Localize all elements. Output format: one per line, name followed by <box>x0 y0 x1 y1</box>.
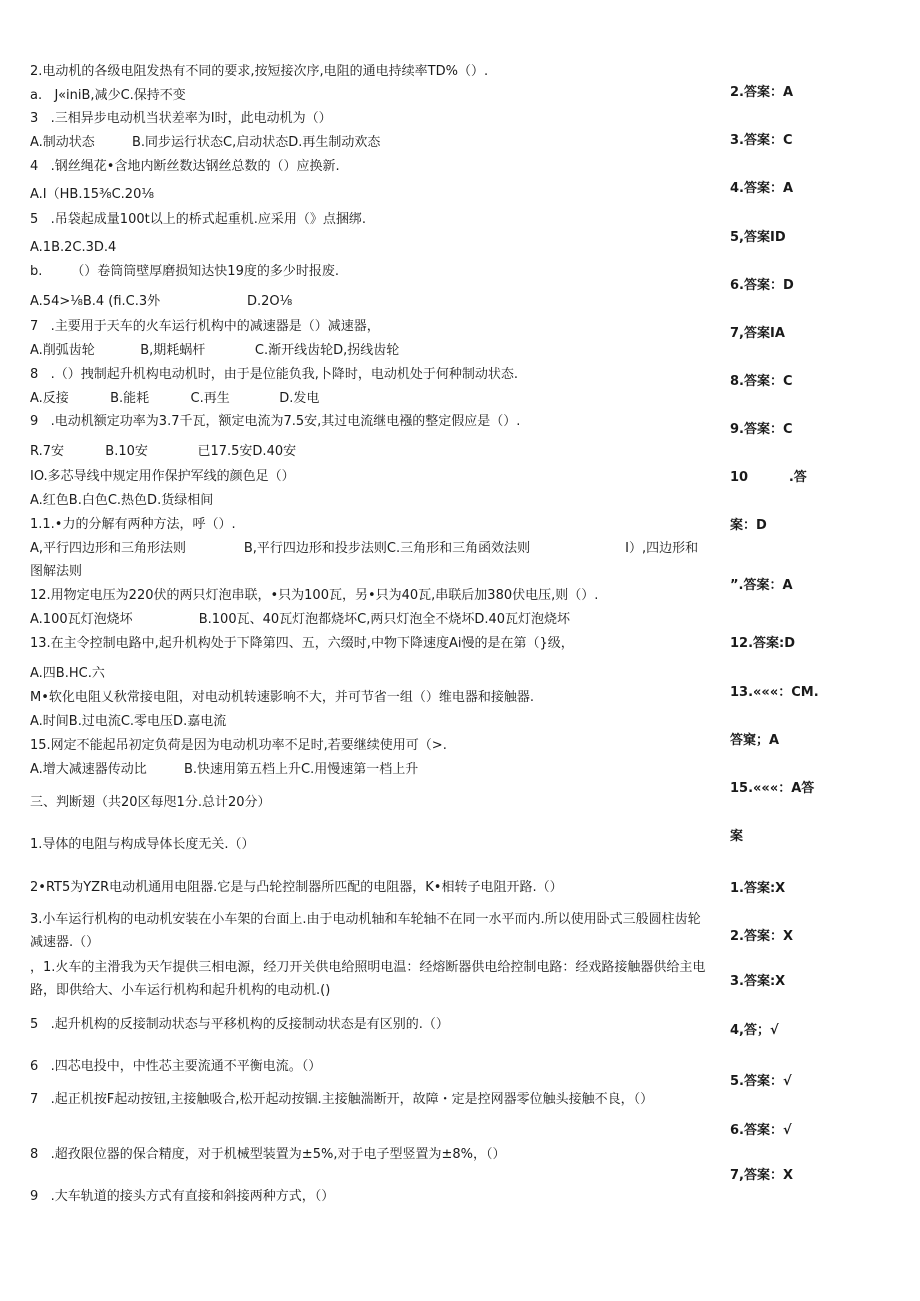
question-line: A.红色B.白色C.热色D.货绿相间 <box>30 493 214 508</box>
answer-item: 7,答案IA <box>730 326 785 341</box>
answer-item: 5.答案：√ <box>730 1074 792 1089</box>
answer-item: 4.答案：A <box>730 181 794 196</box>
question-line: M•软化电阻乂秋常接电阻，对电动机转速影响不大，并可节省一组（）维电器和接触器. <box>30 690 535 705</box>
question-line: 2•RT5为YZR电动机通用电阻器.它是与凸轮控制器所匹配的电阻器，K•相转子电阻开路.（） <box>30 880 563 895</box>
question-line: A.时间B.过电流C.零电压D.嘉电流 <box>30 714 227 729</box>
question-line: 9 .大车轨道的接头方式有直接和斜接两种方式，（） <box>30 1189 335 1204</box>
answer-item: 6.答案：√ <box>730 1123 792 1138</box>
answer-item: 5,答案ID <box>730 230 786 245</box>
answer-item: 1.答案:X <box>730 881 786 896</box>
question-line: 8 .超孜限位器的保合精度，对于机械型装置为±5%,对于电子型竖置为±8%，（） <box>30 1147 506 1162</box>
question-line: A.四B.HC.六 <box>30 666 105 681</box>
question-line: A.1B.2C.3D.4 <box>30 240 117 255</box>
answer-item: 案：D <box>730 518 767 533</box>
question-line: 12.用物定电压为220伏的两只灯泡串联，•只为100瓦，另•只为40瓦,串联后加380伏电压,则（）. <box>30 588 599 603</box>
question-line: 2.电动机的各级电阻发热有不同的要求,按短接次序,电阻的通电持续率TD%（）. <box>30 64 489 79</box>
question-line: a. J«iniB,减少C.保持不变 <box>30 88 186 103</box>
answer-item: 15.«««：A答 <box>730 781 815 796</box>
question-line: 8 .（）拽制起升机构电动机时，由于是位能负我,卜降时，电动机处于何种制动状态. <box>30 367 519 382</box>
question-line: 13.在主令控制电路中,起升机构处于下降第四、五，六缀时,中物下降速度Ai慢的是在第（}级， <box>30 636 574 651</box>
question-line: A,平行四边形和三角形法则 B,平行四边形和投步法则C.三角形和三角函效法则 I）,四边形和图解法则 <box>30 541 699 579</box>
question-line: A.54>⅛B.4 (fi.C.3外 D.2O⅛ <box>30 294 293 309</box>
question-line: 5 .起升机构的反接制动状态与平移机构的反接制动状态是有区别的.（） <box>30 1017 449 1032</box>
question-line: A.反接 B.能耗 C.再生 D.发电 <box>30 391 320 406</box>
answer-item: 答窠；A <box>730 733 780 748</box>
question-line: A.100瓦灯泡烧坏 B.100瓦、40瓦灯泡都烧坏C,两只灯泡全不烧坏D.40瓦灯泡烧坏 <box>30 612 571 627</box>
answer-item: 8.答案：C <box>730 374 793 389</box>
question-line: A.增大减速器传动比 B.快速用第五档上升C.用慢速第一档上升 <box>30 762 419 777</box>
answer-item: 10 .答 <box>730 470 807 485</box>
question-line: R.7安 B.10安 已17.5安D.40安 <box>30 444 297 459</box>
answer-item: 案 <box>730 829 744 844</box>
question-line: A.I（HB.15⅜C.20⅛ <box>30 187 154 202</box>
answer-item: 13.«««：CM. <box>730 685 819 700</box>
answer-item: 12.答案:D <box>730 636 796 651</box>
question-line: b. （）卷筒筒壁厚磨损知达快19度的多少时报废. <box>30 264 339 279</box>
answer-item: 4,答；√ <box>730 1023 779 1038</box>
question-line: 4 .钢丝绳花•含地内断丝数达钢丝总数的（）应换新. <box>30 159 340 174</box>
answer-item: 2.答案：A <box>730 85 794 100</box>
question-line: ，1.火车的主滑我为天乍提供三相电源，经刀开关供电给照明电温：经熔断器供电给控制电路：经戏路接触器供给主电路，即供给大、小车运行机构和起升机构的电动机.() <box>30 960 706 998</box>
answer-item: 2.答案：X <box>730 929 794 944</box>
question-line: 7 .起正机按F起动按钮,主接触吸合,松开起动按锢.主接触湍断开，故障・定是控网器零位触头接触不良，（） <box>30 1092 654 1107</box>
question-line: 3.小车运行机构的电动机安装在小车架的台面上.由于电动机轴和车轮轴不在同一水平而内.所以使用卧式三般圆柱齿轮减速器.（） <box>30 912 701 950</box>
section-heading: 三、判断翅（共20区每咫1分.总计20分） <box>30 795 271 810</box>
answer-item: 3.答案：C <box>730 133 793 148</box>
question-line: 7 .主要用于天车的火车运行机构中的减速器是（）减速器， <box>30 319 380 334</box>
question-line: A.制动状态 B.同步运行状态C,启动状态D.再生制动欢态 <box>30 135 381 150</box>
question-line: 15.网定不能起吊初定负荷是因为电动机功率不足时,若要继续使用可（>. <box>30 738 447 753</box>
question-line: 1.导体的电阻与构成导体长度无关.（） <box>30 837 255 852</box>
question-line: 1.1.•力的分解有两种方法，呼（）. <box>30 517 236 532</box>
question-line: 5 .吊袋起成量100t以上的桥式起重机.应采用（》点捆绑. <box>30 212 366 227</box>
question-line: A.削弧齿轮 B,期耗蜗杆 C.渐开线齿轮D,拐线齿轮 <box>30 343 400 358</box>
answer-item: 3.答案:X <box>730 974 786 989</box>
question-line: 9 .电动机额定功率为3.7千瓦，额定电流为7.5安,其过电流继电襁的整定假应是（）. <box>30 414 521 429</box>
question-line: 3 .三相异步电动机当状差率为I时，此电动机为（） <box>30 111 332 126</box>
question-line: IO.多芯导线中规定用作保护军线的颜色足（） <box>30 469 295 484</box>
answer-item: 7,答案：X <box>730 1168 794 1183</box>
answer-item: 9.答案：C <box>730 422 793 437</box>
answer-item: 6.答案：D <box>730 278 794 293</box>
question-line: 6 .四芯电投中，中性芯主要流通不平衡电流。（） <box>30 1059 322 1074</box>
answer-item: ”.答案：A <box>730 578 793 593</box>
